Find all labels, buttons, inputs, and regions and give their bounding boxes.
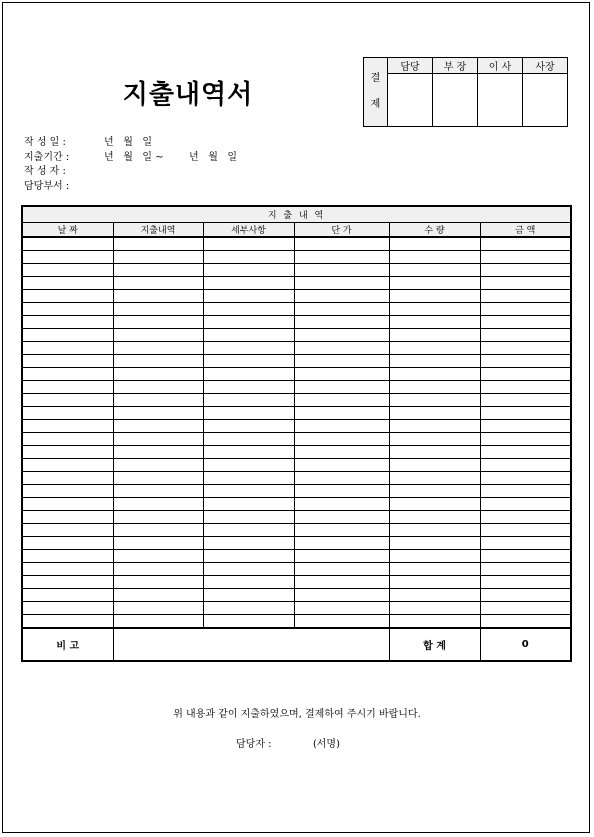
table-cell[interactable] [203, 407, 294, 420]
table-cell[interactable] [113, 394, 203, 407]
table-cell[interactable] [389, 576, 480, 589]
table-cell[interactable] [113, 420, 203, 433]
table-row [22, 511, 571, 524]
table-cell[interactable] [113, 329, 203, 342]
column-header-unit-price: 단 가 [294, 223, 389, 238]
approval-header-department-head: 부 장 [433, 58, 478, 74]
table-cell[interactable] [294, 394, 389, 407]
table-cell[interactable] [389, 237, 480, 251]
table-cell[interactable] [480, 550, 571, 563]
table-cell[interactable] [22, 342, 113, 355]
table-cell[interactable] [22, 472, 113, 485]
table-cell[interactable] [22, 316, 113, 329]
table-cell[interactable] [480, 615, 571, 629]
table-cell[interactable] [389, 459, 480, 472]
approval-sign-cell[interactable] [478, 74, 523, 127]
table-cell[interactable] [22, 394, 113, 407]
table-cell[interactable] [113, 485, 203, 498]
table-cell[interactable] [389, 511, 480, 524]
table-cell[interactable] [113, 277, 203, 290]
table-cell[interactable] [389, 277, 480, 290]
table-cell[interactable] [203, 589, 294, 602]
table-cell[interactable] [294, 615, 389, 629]
table-cell[interactable] [113, 303, 203, 316]
signature-label: 담당자 : [236, 739, 272, 750]
table-cell[interactable] [203, 342, 294, 355]
table-cell[interactable] [113, 511, 203, 524]
table-cell[interactable] [294, 316, 389, 329]
table-cell[interactable] [480, 602, 571, 615]
table-cell[interactable] [389, 446, 480, 459]
approval-sign-cell[interactable] [523, 74, 568, 127]
info-value[interactable]: 년 월 일 ~ 년 월 일 [104, 151, 238, 163]
table-row [22, 485, 571, 498]
table-cell[interactable] [22, 563, 113, 576]
table-cell[interactable] [113, 355, 203, 368]
table-cell[interactable] [294, 524, 389, 537]
table-cell[interactable] [294, 290, 389, 303]
table-cell[interactable] [294, 602, 389, 615]
approval-side-label-2: 제 [370, 99, 381, 110]
table-cell[interactable] [203, 277, 294, 290]
table-cell[interactable] [480, 563, 571, 576]
table-cell[interactable] [389, 381, 480, 394]
table-row [22, 446, 571, 459]
table-cell[interactable] [480, 472, 571, 485]
table-cell[interactable] [389, 602, 480, 615]
table-cell[interactable] [22, 420, 113, 433]
table-cell[interactable] [22, 524, 113, 537]
info-label: 담당부서 : [24, 180, 70, 192]
table-row [22, 290, 571, 303]
table-row [22, 537, 571, 550]
column-header-quantity: 수 량 [389, 223, 480, 238]
table-cell[interactable] [389, 472, 480, 485]
table-row [22, 550, 571, 563]
table-cell[interactable] [294, 433, 389, 446]
table-cell[interactable] [113, 342, 203, 355]
table-cell[interactable] [480, 290, 571, 303]
table-row [22, 459, 571, 472]
table-row [22, 394, 571, 407]
table-row [22, 264, 571, 277]
table-cell[interactable] [294, 329, 389, 342]
approval-header-president: 사장 [523, 58, 568, 74]
table-row [22, 277, 571, 290]
table-cell[interactable] [113, 576, 203, 589]
table-row [22, 329, 571, 342]
table-row [22, 576, 571, 589]
table-cell[interactable] [294, 511, 389, 524]
table-cell[interactable] [480, 589, 571, 602]
info-label: 작 성 자 : [24, 166, 66, 177]
table-cell[interactable] [389, 407, 480, 420]
table-cell[interactable] [294, 355, 389, 368]
table-cell[interactable] [480, 524, 571, 537]
table-cell[interactable] [203, 368, 294, 381]
table-cell[interactable] [389, 355, 480, 368]
table-cell[interactable] [203, 563, 294, 576]
table-cell[interactable] [480, 368, 571, 381]
table-cell[interactable] [294, 342, 389, 355]
table-cell[interactable] [480, 394, 571, 407]
table-cell[interactable] [22, 355, 113, 368]
table-cell[interactable] [22, 303, 113, 316]
signature-suffix[interactable]: (서명) [312, 739, 340, 750]
table-cell[interactable] [113, 550, 203, 563]
info-row-period [24, 151, 237, 166]
table-cell[interactable] [22, 264, 113, 277]
remarks-label: 비 고 [22, 628, 113, 661]
table-cell[interactable] [22, 381, 113, 394]
table-cell[interactable] [203, 394, 294, 407]
table-cell[interactable] [480, 407, 571, 420]
table-cell[interactable] [480, 576, 571, 589]
table-cell[interactable] [22, 615, 113, 629]
table-cell[interactable] [389, 316, 480, 329]
table-cell[interactable] [389, 537, 480, 550]
table-cell[interactable] [203, 485, 294, 498]
table-cell[interactable] [480, 329, 571, 342]
table-cell[interactable] [294, 251, 389, 264]
table-cell[interactable] [22, 237, 113, 251]
table-cell[interactable] [113, 237, 203, 251]
table-cell[interactable] [389, 342, 480, 355]
table-cell[interactable] [389, 420, 480, 433]
table-row [22, 602, 571, 615]
table-cell[interactable] [22, 407, 113, 420]
table-row [22, 589, 571, 602]
approval-box [363, 57, 568, 127]
table-cell[interactable] [389, 329, 480, 342]
table-row [22, 368, 571, 381]
table-cell[interactable] [294, 277, 389, 290]
table-cell[interactable] [294, 576, 389, 589]
table-cell[interactable] [480, 316, 571, 329]
table-cell[interactable] [203, 511, 294, 524]
closing-note: 위 내용과 같이 지출하였으며, 결제하여 주시기 바랍니다. [173, 709, 421, 720]
table-row [22, 433, 571, 446]
table-cell[interactable] [113, 459, 203, 472]
table-cell[interactable] [294, 237, 389, 251]
table-cell[interactable] [203, 264, 294, 277]
table-cell[interactable] [294, 264, 389, 277]
total-label: 합 계 [389, 628, 480, 661]
table-cell[interactable] [113, 537, 203, 550]
table-cell[interactable] [203, 433, 294, 446]
table-cell[interactable] [389, 498, 480, 511]
table-cell[interactable] [480, 342, 571, 355]
table-cell[interactable] [480, 303, 571, 316]
table-cell[interactable] [389, 550, 480, 563]
table-cell[interactable] [22, 459, 113, 472]
column-header-expense: 지출내역 [113, 223, 203, 238]
table-cell[interactable] [203, 420, 294, 433]
table-cell[interactable] [294, 420, 389, 433]
table-cell[interactable] [203, 537, 294, 550]
table-cell[interactable] [203, 459, 294, 472]
table-cell[interactable] [22, 290, 113, 303]
table-row [22, 237, 571, 251]
table-cell[interactable] [22, 251, 113, 264]
table-cell[interactable] [294, 407, 389, 420]
table-cell[interactable] [113, 251, 203, 264]
approval-side-label-1: 결 [370, 73, 381, 84]
table-cell[interactable] [389, 589, 480, 602]
table-cell[interactable] [480, 251, 571, 264]
table-cell[interactable] [389, 433, 480, 446]
table-cell[interactable] [480, 420, 571, 433]
approval-header-director: 이 사 [478, 58, 523, 74]
expense-table [21, 205, 572, 662]
table-cell[interactable] [113, 433, 203, 446]
table-cell[interactable] [480, 355, 571, 368]
info-value[interactable]: 년 월 일 [104, 137, 153, 148]
table-cell[interactable] [480, 237, 571, 251]
table-row [22, 615, 571, 629]
table-cell[interactable] [203, 381, 294, 394]
table-cell[interactable] [22, 589, 113, 602]
approval-header-manager: 담당 [388, 58, 433, 74]
info-row-author [24, 165, 237, 180]
remarks-field[interactable] [113, 628, 389, 661]
table-cell[interactable] [389, 290, 480, 303]
table-cell[interactable] [389, 394, 480, 407]
table-cell[interactable] [113, 407, 203, 420]
table-cell[interactable] [389, 615, 480, 629]
table-cell[interactable] [22, 433, 113, 446]
table-cell[interactable] [203, 498, 294, 511]
table-cell[interactable] [203, 524, 294, 537]
table-cell[interactable] [389, 524, 480, 537]
table-row [22, 381, 571, 394]
table-cell[interactable] [389, 485, 480, 498]
column-header-date: 날 짜 [22, 223, 113, 238]
table-cell[interactable] [294, 368, 389, 381]
table-row [22, 563, 571, 576]
table-row [22, 407, 571, 420]
table-cell[interactable] [203, 615, 294, 629]
table-cell[interactable] [203, 446, 294, 459]
table-cell[interactable] [389, 368, 480, 381]
table-cell[interactable] [480, 498, 571, 511]
table-cell[interactable] [22, 329, 113, 342]
table-cell[interactable] [113, 615, 203, 629]
table-cell[interactable] [389, 264, 480, 277]
table-cell[interactable] [203, 303, 294, 316]
table-cell[interactable] [294, 303, 389, 316]
table-cell[interactable] [203, 472, 294, 485]
table-cell[interactable] [113, 446, 203, 459]
table-cell[interactable] [113, 264, 203, 277]
table-cell[interactable] [113, 290, 203, 303]
table-cell[interactable] [113, 368, 203, 381]
table-cell[interactable] [22, 602, 113, 615]
table-cell[interactable] [203, 251, 294, 264]
info-label: 지출기간 : [24, 151, 70, 163]
table-cell[interactable] [22, 537, 113, 550]
table-cell[interactable] [294, 589, 389, 602]
table-cell[interactable] [22, 498, 113, 511]
table-cell[interactable] [113, 524, 203, 537]
table-cell[interactable] [480, 381, 571, 394]
approval-sign-cell[interactable] [388, 74, 433, 127]
table-cell[interactable] [294, 472, 389, 485]
table-cell[interactable] [203, 355, 294, 368]
table-cell[interactable] [22, 277, 113, 290]
table-cell[interactable] [389, 251, 480, 264]
table-cell[interactable] [480, 277, 571, 290]
table-cell[interactable] [294, 537, 389, 550]
table-cell[interactable] [22, 511, 113, 524]
table-cell[interactable] [113, 498, 203, 511]
info-label: 작 성 일 : [24, 137, 66, 148]
table-row [22, 342, 571, 355]
table-cell[interactable] [203, 576, 294, 589]
table-cell[interactable] [203, 316, 294, 329]
table-cell[interactable] [22, 576, 113, 589]
table-cell[interactable] [113, 563, 203, 576]
table-row [22, 355, 571, 368]
table-row [22, 524, 571, 537]
table-cell[interactable] [113, 472, 203, 485]
table-cell[interactable] [22, 446, 113, 459]
table-cell[interactable] [480, 433, 571, 446]
table-cell[interactable] [294, 563, 389, 576]
table-cell[interactable] [480, 537, 571, 550]
table-cell[interactable] [203, 550, 294, 563]
approval-sign-cell[interactable] [433, 74, 478, 127]
table-cell[interactable] [113, 316, 203, 329]
approval-side-label [364, 58, 388, 127]
table-cell[interactable] [480, 511, 571, 524]
table-cell[interactable] [389, 563, 480, 576]
table-cell[interactable] [294, 485, 389, 498]
table-cell[interactable] [294, 446, 389, 459]
table-caption: 지 출 내 역 [22, 206, 571, 223]
info-row-date [24, 136, 237, 151]
document-info [24, 136, 237, 194]
document-title: 지출내역서 [122, 80, 254, 110]
table-cell[interactable] [294, 459, 389, 472]
table-row [22, 251, 571, 264]
table-cell[interactable] [22, 550, 113, 563]
table-cell[interactable] [480, 485, 571, 498]
table-cell[interactable] [203, 290, 294, 303]
table-cell[interactable] [113, 589, 203, 602]
column-header-details: 세부사항 [203, 223, 294, 238]
column-header-amount: 금 액 [480, 223, 571, 238]
table-cell[interactable] [22, 368, 113, 381]
table-cell[interactable] [480, 459, 571, 472]
table-cell[interactable] [294, 498, 389, 511]
table-cell[interactable] [294, 381, 389, 394]
table-cell[interactable] [203, 329, 294, 342]
table-cell[interactable] [113, 381, 203, 394]
table-cell[interactable] [22, 485, 113, 498]
table-cell[interactable] [203, 237, 294, 251]
table-row [22, 420, 571, 433]
total-value: 0 [480, 628, 571, 661]
table-cell[interactable] [480, 264, 571, 277]
table-row [22, 498, 571, 511]
table-cell[interactable] [113, 602, 203, 615]
signature-line [236, 735, 340, 750]
table-row [22, 303, 571, 316]
info-row-department [24, 180, 237, 195]
table-cell[interactable] [203, 602, 294, 615]
table-cell[interactable] [389, 303, 480, 316]
table-cell[interactable] [480, 446, 571, 459]
table-cell[interactable] [294, 550, 389, 563]
table-row [22, 316, 571, 329]
table-row [22, 472, 571, 485]
